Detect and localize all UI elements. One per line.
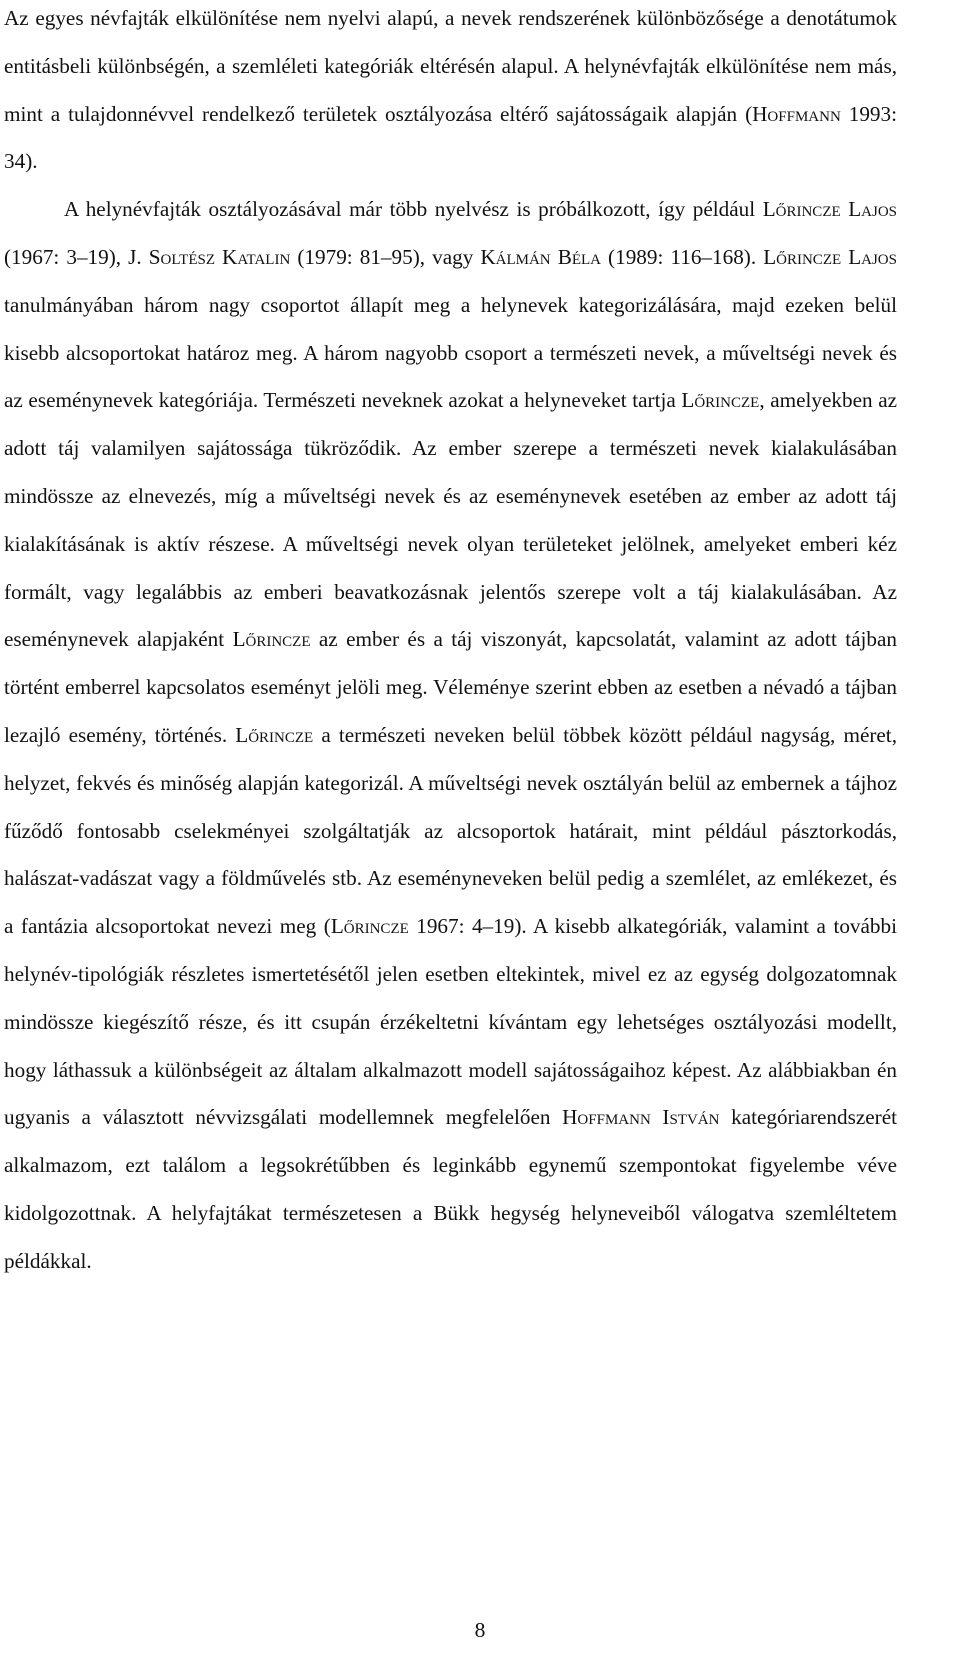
author-name: Lőrincze: [235, 722, 314, 747]
text-run: A helynévfajták osztályozásával már több nyelvész is próbálkozott, így például: [64, 197, 763, 222]
text-run: (1979: 81–95), vagy: [290, 244, 481, 269]
paragraph-2: [4, 186, 897, 1285]
text-run: a természeti neveken belül többek között például nagyság, méret, helyzet, fekvés és minőség alapján kategorizál. A műveltségi nevek osztályán belül az embernek a tájhoz fűződő fontosabb cselekményei szolgáltatják az alcsoportok határait, mint például pásztorkodás, halászat-vadászat vagy a földművelés stb. Az eseményneveken belül pedig a szemlélet, az emlékezet, és a fantázia alcsoportokat nevezi meg (: [4, 722, 897, 939]
text-run: , amelyekben az adott táj valamilyen sajátossága tükröződik. Az ember szerepe a természeti nevek kialakulásában mindössze az elnevezés, míg a műveltségi nevek és az eseménynevek esetében az ember az adott táj kialakításának is aktív részese. A műveltségi nevek olyan területeket jelölnek, amelyeket emberi kéz formált, vagy legalábbis az emberi beavatkozásnak jelentős szerepe volt a táj kialakulásában. Az eseménynevek alapjaként: [4, 388, 898, 652]
author-name: Lőrincze Lajos: [763, 244, 897, 269]
text-run: 1967: 4–19). A kisebb alkategóriák, valamint a további helynév-tipológiák részletes ismertetésétől jelen esetben eltekintek, mivel ez az egység dolgozatomnak mindössze kiegészítő része, és itt csupán érzékeltetni kívántam egy lehetséges osztályozási modellt, hogy láthassuk a különbségeit az általam alkalmazott modell sajátosságaihoz képest. Az alábbiakban én ugyanis a választott névvizsgálati modellemnek megfelelően: [4, 914, 897, 1130]
author-name: Lőrincze Lajos: [762, 197, 897, 222]
text-run: Az egyes névfajták elkülönítése nem nyelvi alapú, a nevek rendszerének különbözősége a denotátumok entitásbeli különbségén, a szemléleti kategóriák eltérésén alapul. A helynévfajták elkülönítése nem más, mint a tulajdonnévvel rendelkező területek osztályozása eltérő sajátosságaik alapján (: [4, 6, 897, 126]
text-run: (1989: 116–168).: [601, 244, 764, 269]
author-name: Hoffmann István: [562, 1105, 720, 1130]
author-name: Lőrincze: [330, 914, 409, 939]
author-name: Hoffmann: [752, 101, 841, 126]
text-run: tanulmányában három nagy csoportot állapít meg a helynevek kategorizálására, majd ezeken belül kisebb alcsoportokat határoz meg. A három nagyobb csoport a természeti nevek, a műveltségi nevek és az eseménynevek kategóriája. Természeti neveknek azokat a helyneveket tartja: [4, 292, 897, 413]
text-run: (1967: 3–19), J.: [4, 244, 149, 269]
text-run: az ember és a táj viszonyát, kapcsolatát, valamint az adott tájban történt emberrel kapcsolatos eseményt jelöli meg. Véleménye szerint ebben az esetben a névadó a tájban lezajló esemény, történés.: [4, 627, 897, 747]
text-run: 1993: 34).: [4, 101, 897, 174]
body-text: [4, 0, 897, 1286]
paragraph-1: [4, 0, 897, 186]
text-run: kategóriarendszerét alkalmazom, ezt találom a legsokrétűbben és leginkább egynemű szempontokat figyelembe véve kidolgozottnak. A helyfajtákat természetesen a Bükk hegység helyneveiből válogatva szemléltetem példákkal.: [4, 1105, 897, 1273]
author-name: Lőrincze: [681, 388, 760, 413]
author-name: Lőrincze: [232, 627, 311, 652]
page-number: 8: [474, 1618, 486, 1642]
author-name: Soltész Katalin: [148, 244, 291, 269]
author-name: Kálmán Béla: [480, 244, 601, 269]
